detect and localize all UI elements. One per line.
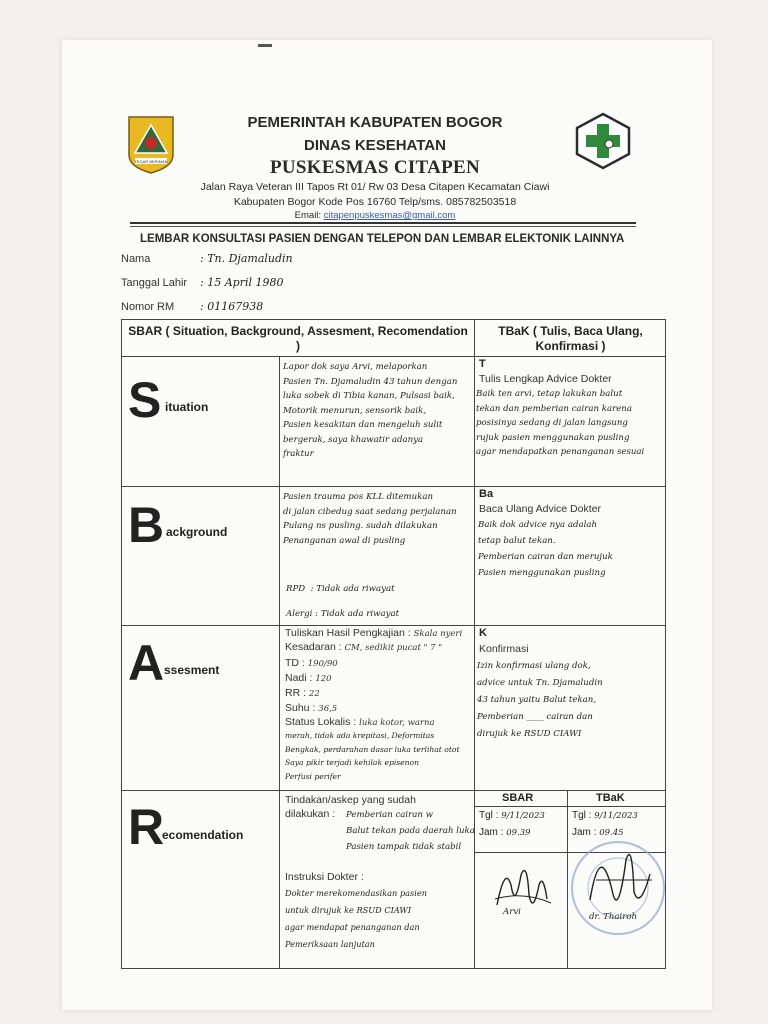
sbar-table [121,319,666,969]
signer-tbak: dr. Thairoh [589,912,638,922]
puskesmas-logo-icon [575,112,631,170]
divider [279,356,280,968]
sbar-word-situation: ituation [165,400,209,414]
tbak-date: Tgl : 9/11/2023 [572,810,638,821]
header-rule [130,222,636,224]
dob-label: Tanggal Lahir [121,277,188,289]
background-text: Pasien trauma pos KLL ditemukan di jalan cibedug saat sedang perjalanan Pulang ns pusling. sudah dilakukan Penanganan awal di pusling [283,492,457,546]
divider [474,320,475,968]
sbar-date: Tgl : 9/11/2023 [479,810,545,821]
header-department: DINAS KESEHATAN [304,137,446,154]
background-alergi: Alergi : Tidak ada riwayat [286,609,400,619]
tbak-konfirmasi-text: Izin konfirmasi ulang dok, advice untuk Tn. Djamaludin 43 tahun yaitu Balut tekan, Pemberian ____ cairan dan dirujuk ke RSUD CIAWI [477,661,603,739]
background-rpd: RPD : Tidak ada riwayat [286,584,395,594]
tbak-letter-k: K [479,627,487,639]
sbar-word-background: ackground [166,525,228,539]
sbar-letter-a: A [128,635,165,691]
rm-label: Nomor RM [121,301,175,313]
assessment-status-text: merah, tidak ada krepitasi, Deformitas Bengkak, perdarahan dasar luka terlihat otot Saya pikir terjadi kehilak episenon Perfusi perifer [285,731,460,781]
assessment-nadi: Nadi : 120 [285,672,332,684]
sbar-time: Jam : 09.39 [479,827,531,838]
header-address-2: Kabupaten Bogor Kode Pos 16760 Telp/sms. 085782503518 [233,196,517,208]
email-link[interactable]: citapenpuskesmas@gmail.com [323,210,456,221]
sbar-word-assesment: ssesment [164,663,220,677]
dilakukan-label: dilakukan : [285,808,336,820]
tbak-letter-ba: Ba [479,488,494,500]
sbar-letter-r: R [128,799,165,855]
tbak-title-tulis: Tulis Lengkap Advice Dokter [479,373,612,385]
tindakan-text: Pemberian cairan w Balut tekan pada daerah luka Pasien tampak tidak stabil [346,810,475,852]
instruksi-label: Instruksi Dokter : [285,871,364,883]
header-government: PEMERINTAH KABUPATEN BOGOR [247,114,503,131]
name-label: Nama [121,253,151,265]
dob-value: : 15 April 1980 [200,276,284,289]
tindakan-label: Tindakan/askep yang sudah [285,794,416,806]
tbak-title-konfirmasi: Konfirmasi [479,643,529,655]
tbak-title-baca: Baca Ulang Advice Dokter [479,503,601,515]
divider [122,356,665,357]
signature-head-sbar: SBAR [502,792,534,804]
divider [122,790,665,791]
svg-text:TEGAR BERIMAN: TEGAR BERIMAN [134,158,168,164]
assessment-td: TD : 190/90 [285,657,338,669]
rm-value: : 01167938 [200,300,264,313]
tbak-header: TBaK ( Tulis, Baca Ulang, Konfirmasi ) [498,324,643,353]
instruksi-text: Dokter merekomendasikan pasien untuk dirujuk ke RSUD CIAWI agar mendapat penanganan dan Pemeriksaan lanjutan [285,888,427,949]
tbak-time: Jam : 09.45 [572,827,624,838]
assessment-suhu: Suhu : 36,5 [285,702,338,714]
kabupaten-bogor-emblem-icon [125,115,177,175]
assessment-intro: Tuliskan Hasil Pengkajian : Skala nyeri [285,627,463,639]
sbar-header: SBAR ( Situation, Background, Assesment, Recomendation ) [128,324,468,353]
signature-divider [474,806,666,807]
scan-mark [258,44,272,47]
tbak-baca-text: Baik dok advice nya adalah tetap balut tekan. Pemberian cairan dan merujuk Pasien menggunakan pusling [478,520,613,578]
assessment-rr: RR : 22 [285,687,320,699]
divider [122,486,665,487]
divider [122,625,665,626]
form-title: LEMBAR KONSULTASI PASIEN DENGAN TELEPON DAN LEMBAR ELEKTONIK LAINNYA [140,233,625,245]
signer-sbar: Arvi [503,907,521,917]
situation-text: Lapor dok saya Arvi, melaporkan Pasien Tn. Djamaludin 43 tahun dengan luka sobek di Tibia kanan, Pulsasi baik, Motorik menurun, sensorik baik, Pasien kesakitan dan mengeluh sulit bergerak, saya khawatir adanya fraktur [283,362,458,459]
assessment-kesadaran: Kesadaran : CM, sedikit pucat " 7 " [285,641,443,653]
sbar-letter-b: B [128,497,165,553]
sbar-letter-s: S [128,372,162,428]
assessment-status: Status Lokalis : luka kotor, warna [285,716,435,728]
sbar-word-recomendation: ecomendation [162,828,244,842]
header-email: Email: citapenpuskesmas@gmail.com [294,210,456,221]
signature-arvi-icon [487,855,557,925]
tbak-letter-t: T [479,358,486,370]
header-address-1: Jalan Raya Veteran III Tapos Rt 01/ Rw 03 Desa Citapen Kecamatan Ciawi [200,181,550,193]
header-rule-thin [130,226,636,227]
header-puskesmas: PUSKESMAS CITAPEN [269,157,481,178]
signature-head-tbak: TBaK [596,792,625,804]
tbak-tulis-text: Baik ten arvi, tetap lakukan balut tekan dan pemberian cairan karena posisinya sedang di jalan langsung rujuk pasien menggunakan pusling agar mendapatkan penanganan sesuai [476,389,645,457]
name-value: : Tn. Djamaludin [200,252,293,265]
